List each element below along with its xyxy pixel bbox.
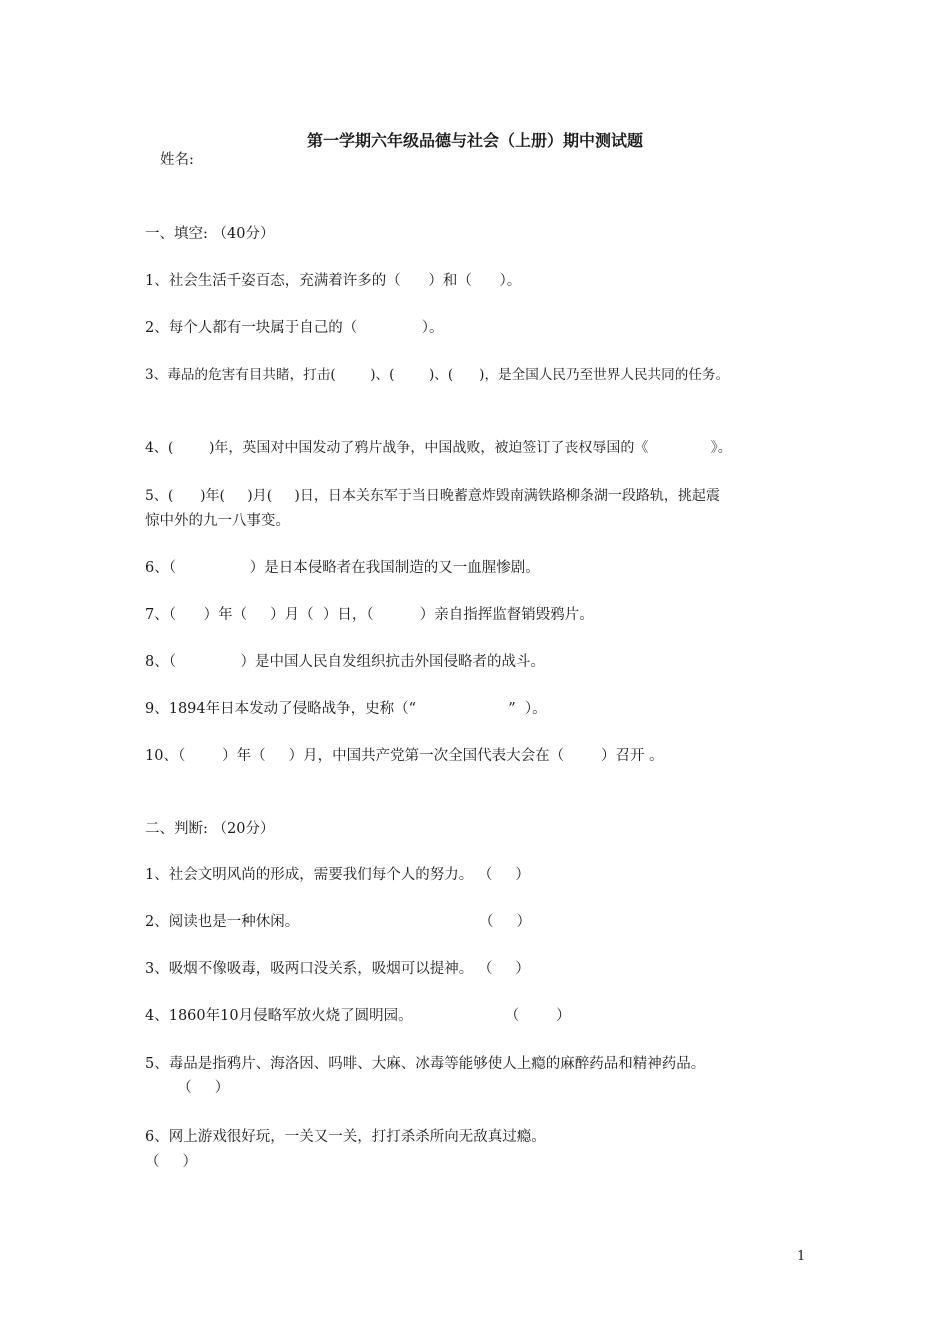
fill-item-5-cont: 惊中外的九一八事变。 [145, 513, 290, 529]
judge-item-6: 6、网上游戏很好玩，一关又一关，打打杀杀所向无敌真过瘾。 [145, 1129, 546, 1145]
fill-item-6: 6、（ ）是日本侵略者在我国制造的又一血腥惨剧。 [145, 560, 540, 576]
judge-item-6-bracket: （ ） [145, 1154, 198, 1170]
fill-item-10: 10、（ ）年（ ）月，中国共产党第一次全国代表大会在（ ）召开 。 [145, 748, 664, 764]
fill-item-7: 7、（ ）年（ ）月（ ）日，（ ）亲自指挥监督销毁鸦片。 [145, 607, 594, 623]
judge-item-2: 2、阅读也是一种休闲。 （ ） [145, 914, 532, 930]
page-title: 第一学期六年级品德与社会（上册）期中测试题 [306, 131, 643, 150]
fill-item-9: 9、1894年日本发动了侵略战争，史称（“ ” ）。 [145, 701, 547, 717]
judge-item-3: 3、吸烟不像吸毒，吸两口没关系，吸烟可以提神。 （ ） [145, 961, 530, 977]
fill-item-1: 1、社会生活千姿百态，充满着许多的（ ）和（ ）。 [145, 273, 522, 289]
page-number: 1 [797, 1249, 806, 1264]
judge-item-5-bracket: （ ） [145, 1080, 230, 1096]
section1-heading: 一、填空: （40分） [145, 226, 275, 242]
judge-item-4: 4、1860年10月侵略军放火烧了圆明园。 （ ） [145, 1008, 571, 1024]
fill-item-2: 2、每个人都有一块属于自己的（ ）。 [145, 320, 444, 336]
judge-item-5: 5、毒品是指鸦片、海洛因、吗啡、大麻、冰毒等能够使人上瘾的麻醉药品和精神药品。 [145, 1056, 706, 1072]
judge-item-1: 1、社会文明风尚的形成，需要我们每个人的努力。 （ ） [145, 867, 530, 883]
fill-item-8: 8、（ ）是中国人民自发组织抗击外国侵略者的战斗。 [145, 654, 546, 670]
name-label: 姓名: [160, 152, 194, 168]
fill-item-5: 5、( )年( )月( )日，日本关东军于当日晚蓄意炸毁南满铁路柳条湖一段路轨，挑起震 [145, 488, 720, 504]
fill-item-4: 4、( )年，英国对中国发动了鸦片战争，中国战败，被迫签订了丧权辱国的《 》。 [145, 440, 732, 456]
fill-item-3: 3、毒品的危害有目共睹，打击( )、( )、( )，是全国人民乃至世界人民共同的任务。 [145, 367, 730, 383]
section2-heading: 二、判断: （20分） [145, 821, 275, 837]
